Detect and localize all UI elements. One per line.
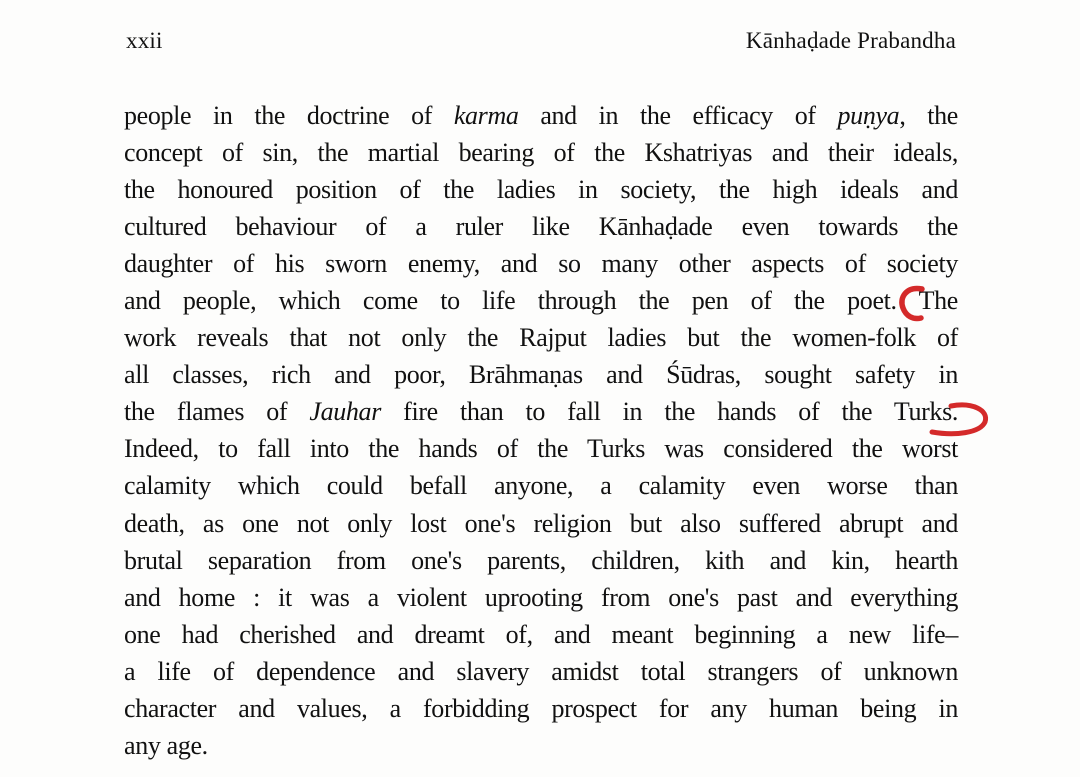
text-segment: , the [899,101,958,130]
text-line-12: death, as one not only lost one's religion but also suffered abrupt and [124,508,958,538]
text-line-3: the honoured position of the ladies in society, the high ideals and [124,175,958,205]
text-line-6: and people, which come to life through the pen of the poet. The [124,286,958,316]
page-number: xxii [126,28,163,53]
text-line-18: any age. [124,730,208,760]
text-segment: the flames of [124,397,310,427]
text-line-10: Indeed, to fall into the hands of the Turks was considered the worst [124,434,958,464]
text-line-17: character and values, a forbidding prospect for any human being in [124,693,958,723]
running-head [126,28,956,58]
text-line-2: concept of sin, the martial bearing of the Kshatriyas and their ideals, [124,138,958,168]
text-line-14: and home : it was a violent uprooting from one's past and everything [124,582,958,612]
text-line-9 [124,393,958,430]
text-line-15: one had cherished and dreamt of, and meant beginning a new life– [124,619,958,649]
text-line-1 [124,97,958,134]
text-line-8: all classes, rich and poor, Brāhmaṇas and Śūdras, sought safety in [124,360,958,390]
italic-term-punya: puṇya [837,101,900,130]
text-line-5: daughter of his sworn enemy, and so many other aspects of society [124,249,958,279]
italic-term-karma: karma [453,101,519,130]
text-line-11: calamity which could befall anyone, a calamity even worse than [124,471,958,501]
text-segment: fire than to fall in the hands of the Turks. [380,397,959,427]
text-line-13: brutal separation from one's parents, children, kith and kin, hearth [124,545,958,575]
text-line-4: cultured behaviour of a ruler like Kānhaḍade even towards the [124,212,958,242]
text-segment: people in the doctrine of [124,101,454,130]
text-line-7: work reveals that not only the Rajput ladies but the women-folk of [124,323,958,353]
italic-term-jauhar: Jauhar [309,397,381,427]
body-paragraph [124,97,958,764]
text-line-16: a life of dependence and slavery amidst total strangers of unknown [124,656,958,686]
text-segment: and in the efficacy of [518,101,838,130]
book-title: Kānhaḍade Prabandha [745,28,956,53]
